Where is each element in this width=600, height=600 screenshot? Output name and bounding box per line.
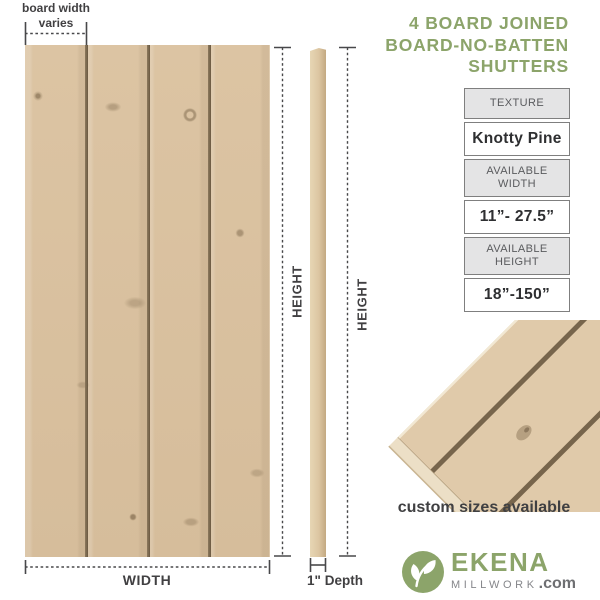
spec-table <box>464 88 570 315</box>
depth-label: 1" Depth <box>307 573 363 588</box>
board-groove <box>208 45 211 557</box>
brand-logo <box>402 547 577 593</box>
board-width-label <box>6 1 106 31</box>
product-title <box>289 13 569 78</box>
spec-value-width: 11”- 27.5” <box>464 200 570 234</box>
shutter-side-view <box>310 48 326 557</box>
brand-domain: .com <box>538 575 577 592</box>
brand-name: EKENA <box>451 547 550 577</box>
spec-header-height: AVAILABLE HEIGHT <box>464 237 570 275</box>
height-label-side: HEIGHT <box>354 278 370 331</box>
spec-header-texture: TEXTURE <box>464 88 570 119</box>
brand-subname: MILLWORK <box>451 579 538 591</box>
brand-text <box>451 547 577 593</box>
spec-value-texture: Knotty Pine <box>464 122 570 156</box>
custom-sizes-note: custom sizes available <box>397 499 571 516</box>
spec-header-width: AVAILABLE WIDTH <box>464 159 570 197</box>
board-groove <box>147 45 150 557</box>
width-label: WIDTH <box>122 572 172 588</box>
title-line-1: 4 BOARD JOINED <box>409 13 569 33</box>
shutter-front-view <box>25 45 270 557</box>
title-line-2: BOARD-NO-BATTEN <box>385 34 569 55</box>
board-groove <box>85 45 88 557</box>
spec-value-height: 18”-150” <box>464 278 570 312</box>
shutter-perspective-view <box>388 320 600 512</box>
title-line-3: SHUTTERS <box>468 56 569 76</box>
leaf-icon <box>402 551 444 593</box>
board-width-line1: board width <box>22 1 90 15</box>
height-label-front: HEIGHT <box>289 265 305 318</box>
board-width-line2: varies <box>38 16 74 30</box>
